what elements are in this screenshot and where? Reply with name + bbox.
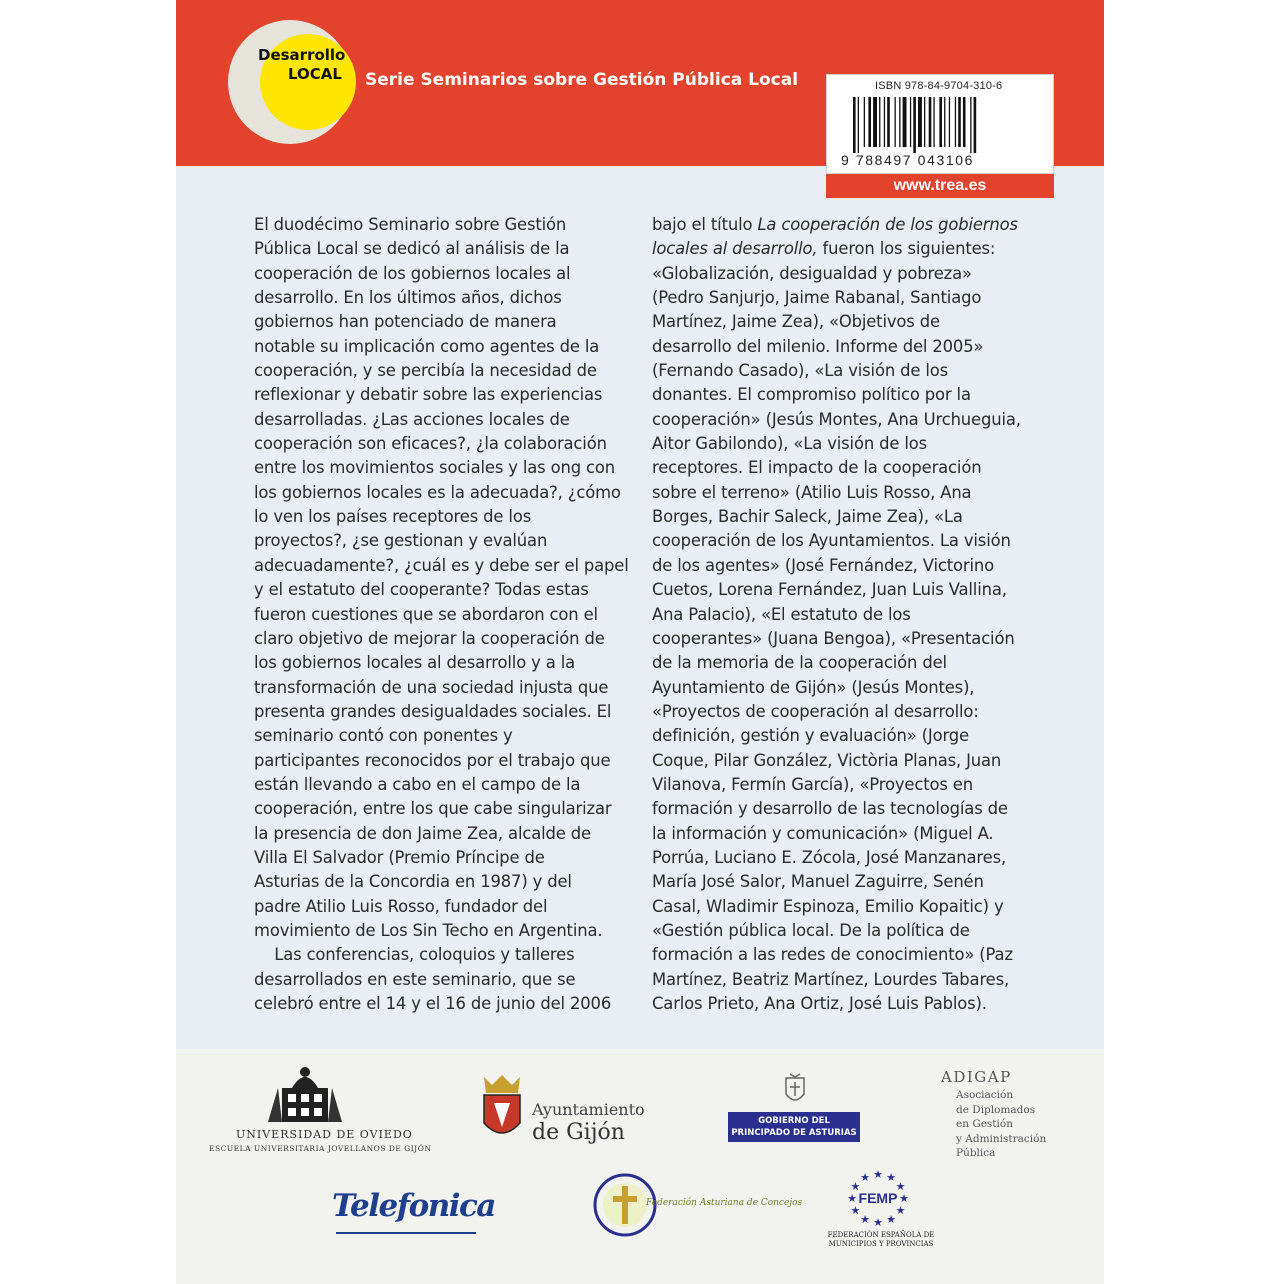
body-text-line: gobiernos han potenciado de manera [254, 312, 557, 332]
svg-text:★: ★ [895, 1204, 906, 1217]
body-text-line: Ana Palacio), «El estatuto de los [652, 604, 911, 624]
series-badge-line1: Desarrollo [258, 46, 346, 64]
asturias-crest-icon [782, 1072, 808, 1106]
body-text-line: Ayuntamiento de Gijón» (Jesús Montes), [652, 677, 975, 697]
femp-subtitle: FEDERACIÓN ESPAÑOLA DE MUNICIPIOS Y PROVINCIAS [827, 1231, 935, 1248]
telefonica-underline [336, 1232, 476, 1234]
body-text-line: «Gestión pública local. De la política de [652, 920, 970, 940]
body-text-line: cooperación» (Jesús Montes, Ana Urchueguia, [652, 409, 1021, 429]
body-text-line: Martínez, Jaime Zea), «Objetivos de [652, 312, 940, 332]
body-text-line: de los agentes» (José Fernández, Victorino [652, 555, 995, 575]
body-text-line: formación a las redes de conocimiento» (Paz [652, 945, 1013, 965]
body-text-line: cooperación de los Ayuntamientos. La visión [652, 531, 1011, 551]
body-text-line: María José Salor, Manuel Zaguirre, Senén [652, 872, 984, 892]
body-text-line: locales al desarrollo, fueron los siguientes: [652, 239, 996, 259]
svg-text:★: ★ [873, 1168, 883, 1181]
body-text-line: Coque, Pilar González, Victòria Planas, Juan [652, 750, 1002, 770]
body-text-line: padre Atilio Luis Rosso, fundador del [254, 896, 548, 916]
body-text-line: donantes. El compromiso político por la [652, 385, 971, 405]
body-text-line: Las conferencias, coloquios y talleres [254, 945, 575, 965]
body-text-line: receptores. El impacto de la cooperación [652, 458, 982, 478]
body-text-line: de la memoria de la cooperación del [652, 653, 947, 673]
university-name: UNIVERSIDAD DE OVIEDO [236, 1128, 413, 1141]
body-text-line: reflexionar y debatir sobre las experiencias [254, 385, 603, 405]
gijon-coat-of-arms-icon [478, 1073, 526, 1143]
body-text-line: «Proyectos de cooperación al desarrollo: [652, 701, 979, 721]
description-column-right [652, 213, 1021, 1016]
body-text-line: seminario contó con ponentes y [254, 726, 513, 746]
body-text-line: Aitor Gabilondo), «La visión de los [652, 434, 928, 454]
body-text-line: Borges, Bachir Saleck, Jaime Zea), «La [652, 507, 963, 527]
body-text-line: cooperación de los gobiernos locales al [254, 263, 571, 283]
asturias-government-logo [728, 1112, 860, 1142]
body-text-line: están llevando a cabo en el campo de la [254, 774, 581, 794]
body-text-line: desarrollo del milenio. Informe del 2005» [652, 336, 984, 356]
body-text-line: proyectos?, ¿se gestionan y evalúan [254, 531, 548, 551]
body-text-line: transformación de una sociedad injusta que [254, 677, 609, 697]
body-text-line: Cuetos, Lorena Fernández, Juan Luis Vallina, [652, 580, 1007, 600]
barcode-icon [853, 97, 1029, 153]
barcode-block [826, 74, 1054, 174]
svg-text:★: ★ [860, 1171, 870, 1185]
series-title: Serie Seminarios sobre Gestión Pública Local [365, 70, 799, 90]
body-text-line: bajo el título La cooperación de los gobiernos [652, 215, 1018, 234]
university-school: ESCUELA UNIVERSITARIA JOVELLANOS DE GIJÓN [209, 1144, 432, 1153]
body-text-line: Asturias de la Concordia en 1987) y del [254, 872, 572, 892]
body-text-line: Pública Local se dedicó al análisis de la [254, 239, 570, 259]
body-text-line: celebró entre el 14 y el 16 de junio del 2006 [254, 994, 612, 1013]
svg-text:★: ★ [886, 1171, 896, 1185]
svg-text:★: ★ [850, 1180, 861, 1193]
description-column-left [254, 213, 629, 1016]
body-text-line: Martínez, Beatriz Martínez, Lourdes Tabares, [652, 969, 1010, 989]
body-text-line: claro objetivo de mejorar la cooperación de [254, 628, 605, 648]
body-text-line: desarrollados en este seminario, que se [254, 969, 576, 989]
body-text-line: la información y comunicación» (Miguel A. [652, 823, 994, 843]
body-text-line: los gobiernos locales al desarrollo y a la [254, 653, 575, 673]
body-text-line: desarrolladas. ¿Las acciones locales de [254, 409, 570, 429]
body-text-line: movimiento de Los Sin Techo en Argentina. [254, 920, 603, 940]
femp-logo-icon [842, 1166, 914, 1230]
header-band [176, 0, 1104, 166]
body-text-line: Porrúa, Luciano E. Zócola, José Manzanares, [652, 847, 1007, 867]
svg-text:★: ★ [847, 1192, 857, 1205]
body-text-line: El duodécimo Seminario sobre Gestión [254, 215, 567, 234]
adigap-logo-title: ADIGAP [941, 1068, 1012, 1086]
body-text-line: (Pedro Sanjurjo, Jaime Rabanal, Santiago [652, 288, 982, 308]
body-text-line: «Globalización, desigualdad y pobreza» [652, 263, 972, 283]
body-text-line: Casal, Wladimir Espinoza, Emilio Kopaitic) y [652, 896, 1004, 916]
publisher-website[interactable]: www.trea.es [826, 174, 1054, 198]
series-badge [232, 46, 364, 84]
svg-text:★: ★ [886, 1212, 896, 1226]
body-text-line: cooperantes» (Juana Bengoa), «Presentación [652, 628, 1015, 648]
svg-text:★: ★ [873, 1216, 883, 1229]
body-text-line: desarrollo. En los últimos años, dichos [254, 288, 562, 308]
femp-logo-text: FEMP [858, 1190, 898, 1206]
body-text-line: notable su implicación como agentes de la [254, 336, 600, 356]
body-text-line: (Fernando Casado), «La visión de los [652, 361, 949, 381]
telefonica-logo: Telefonica [332, 1188, 496, 1224]
isbn-number: ISBN 978-84-9704-310-6 [875, 80, 1003, 92]
adigap-description: Asociación de Diplomados en Gestión y Administración Pública [956, 1089, 1047, 1159]
body-text-line: cooperación, y se percibía la necesidad de [254, 361, 597, 381]
body-text-line: Villa El Salvador (Premio Príncipe de [254, 847, 545, 867]
body-text-line: Carlos Prieto, Ana Ortiz, José Luis Pablos). [652, 994, 987, 1013]
body-text-line: entre los movimientos sociales y las ong con [254, 458, 616, 478]
body-text-line: fueron cuestiones que se abordaron con el [254, 604, 598, 624]
gijon-logo-line2: de Gijón [532, 1120, 625, 1145]
svg-text:★: ★ [899, 1192, 909, 1205]
federacion-concejos-label: Federación Asturiana de Concejos [646, 1198, 803, 1208]
barcode-digits: 9 788497 043106 [841, 152, 974, 168]
series-badge-line2: LOCAL [288, 65, 342, 83]
gijon-logo-line1: Ayuntamiento [532, 1100, 645, 1119]
body-text-line: cooperación son eficaces?, ¿la colaboración [254, 434, 607, 454]
body-text-line: definición, gestión y evaluación» (Jorge [652, 726, 969, 746]
body-text-line: participantes reconocidos por el trabajo que [254, 750, 611, 770]
body-text-line: cooperación, entre los que cabe singularizar [254, 799, 612, 819]
body-text-line: adecuadamente?, ¿cuál es y debe ser el papel [254, 555, 629, 575]
university-of-oviedo-crest-icon [262, 1064, 348, 1126]
body-text-line: la presencia de don Jaime Zea, alcalde de [254, 823, 591, 843]
body-text-line: sobre el terreno» (Atilio Luis Rosso, Ana [652, 482, 972, 502]
body-text-line: presenta grandes desigualdades sociales. El [254, 701, 612, 721]
body-text-line: y el estatuto del cooperante? Todas estas [254, 580, 589, 600]
body-text-line: formación y desarrollo de las tecnologías de [652, 799, 1008, 819]
svg-text:★: ★ [850, 1204, 861, 1217]
body-text-line: Vilanova, Fermín García), «Proyectos en [652, 774, 973, 794]
asturias-government-label: GOBIERNO DEL PRINCIPADO DE ASTURIAS [731, 1116, 857, 1138]
svg-text:★: ★ [860, 1212, 870, 1226]
body-text-line: lo ven los países receptores de los [254, 507, 532, 527]
svg-text:★: ★ [895, 1180, 906, 1193]
body-text-line: los gobiernos locales es la adecuada?, ¿cómo [254, 482, 621, 502]
